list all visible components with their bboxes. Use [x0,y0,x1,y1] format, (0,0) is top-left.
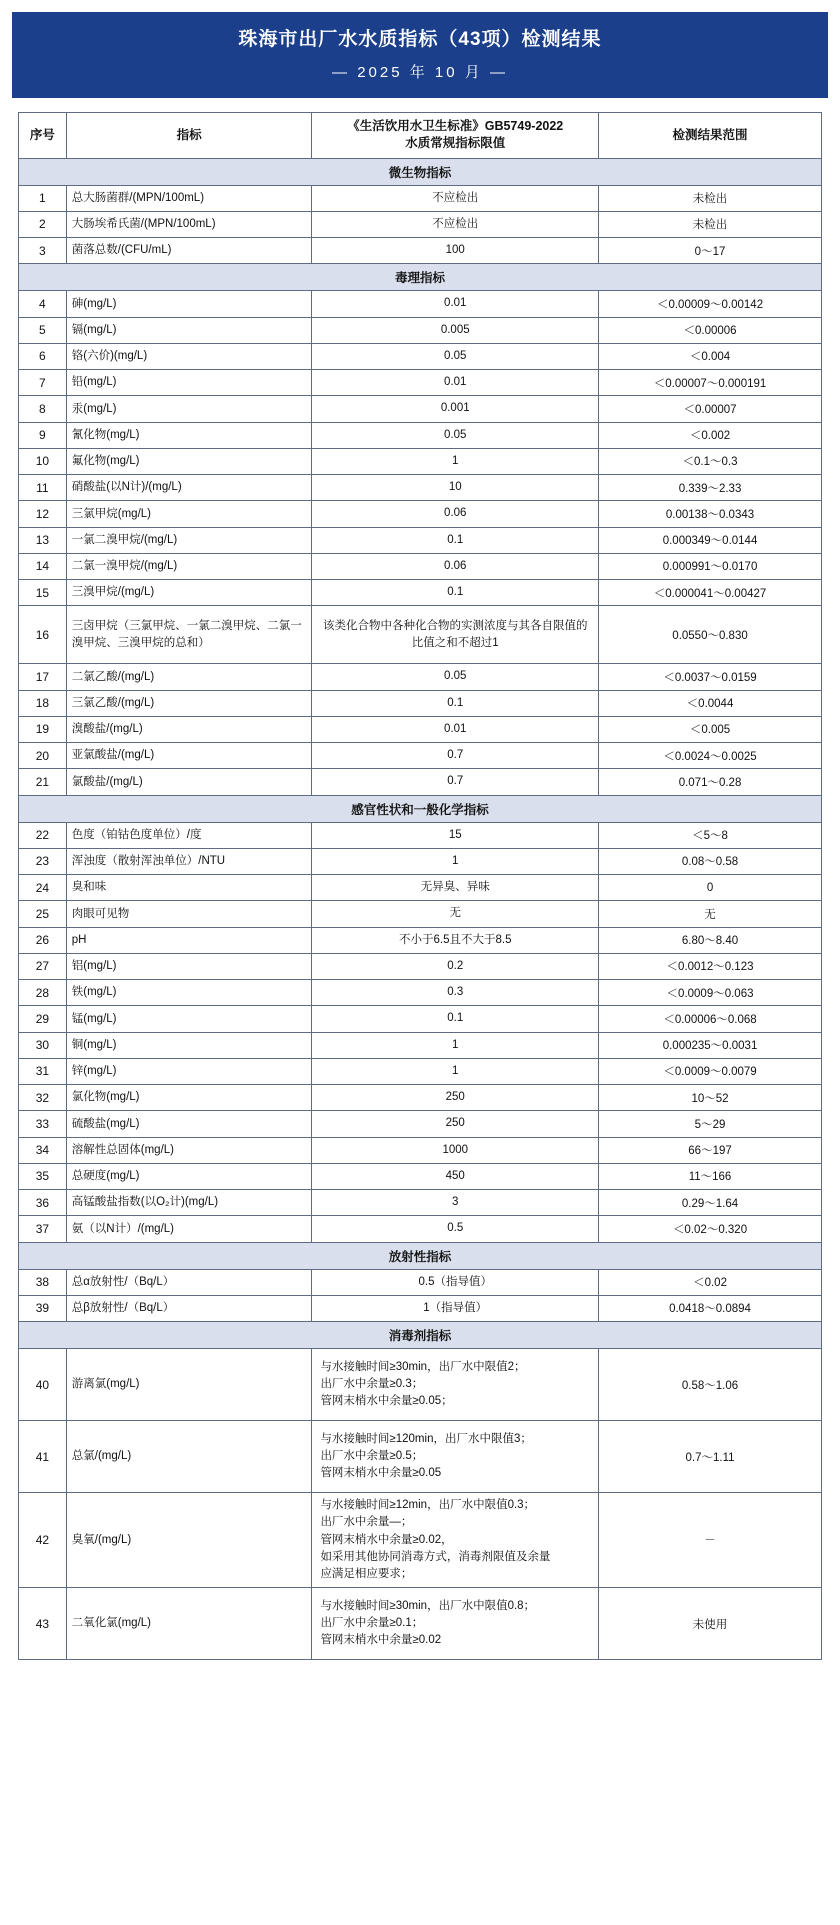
row-index: 40 [19,1349,67,1421]
result-range: ＜0.0009～0.0079 [599,1058,822,1084]
row-index: 27 [19,953,67,979]
table-row [19,343,822,369]
limit-value: 0.05 [312,343,599,369]
result-range: 10～52 [599,1085,822,1111]
table-row [19,1111,822,1137]
indicator-name: 铅(mg/L) [66,370,312,396]
row-index: 32 [19,1085,67,1111]
limit-value: 1（指导值） [312,1295,599,1321]
table-row [19,527,822,553]
limit-value: 1 [312,448,599,474]
table-row [19,822,822,848]
result-range: 0.0550～0.830 [599,606,822,664]
table-row [19,980,822,1006]
limit-value: 0.1 [312,580,599,606]
indicator-name: 氰化物(mg/L) [66,422,312,448]
report-table-wrap [18,112,822,1661]
result-range: 0.000991～0.0170 [599,553,822,579]
result-range: ＜0.0012～0.123 [599,953,822,979]
row-index: 21 [19,769,67,795]
row-index: 16 [19,606,67,664]
table-row [19,580,822,606]
limit-value: 0.7 [312,743,599,769]
col-header-result: 检测结果范围 [599,112,822,158]
limit-value: 0.2 [312,953,599,979]
indicator-name: pH [66,927,312,953]
limit-value: 与水接触时间≥120min，出厂水中限值3； 出厂水中余量≥0.5； 管网末梢水中余量≥0.05 [312,1421,599,1493]
row-index: 3 [19,238,67,264]
indicator-name: 氟化物(mg/L) [66,448,312,474]
result-range: 0.000349～0.0144 [599,527,822,553]
indicator-name: 二氯一溴甲烷/(mg/L) [66,553,312,579]
row-index: 29 [19,1006,67,1032]
limit-value: 10 [312,475,599,501]
table-row [19,1295,822,1321]
result-range: 0 [599,875,822,901]
indicator-name: 砷(mg/L) [66,291,312,317]
indicator-name: 三卤甲烷（三氯甲烷、一氯二溴甲烷、二氯一溴甲烷、三溴甲烷的总和） [66,606,312,664]
limit-value: 不应检出 [312,211,599,237]
row-index: 28 [19,980,67,1006]
result-range: ＜0.0037～0.0159 [599,664,822,690]
row-index: 42 [19,1493,67,1588]
table-row [19,211,822,237]
indicator-name: 氨（以N计）/(mg/L) [66,1216,312,1242]
table-row [19,291,822,317]
result-range: 0.29～1.64 [599,1190,822,1216]
row-index: 5 [19,317,67,343]
indicator-name: 硫酸盐(mg/L) [66,1111,312,1137]
section-header-row [19,158,822,185]
result-range: ＜0.0044 [599,690,822,716]
row-index: 34 [19,1137,67,1163]
limit-value: 15 [312,822,599,848]
table-row [19,1421,822,1493]
indicator-name: 溴酸盐/(mg/L) [66,716,312,742]
result-range: 0.071～0.28 [599,769,822,795]
row-index: 35 [19,1163,67,1189]
indicator-name: 浑浊度（散射浑浊单位）/NTU [66,848,312,874]
table-row [19,1216,822,1242]
table-row [19,1190,822,1216]
limit-value: 450 [312,1163,599,1189]
limit-value: 250 [312,1111,599,1137]
row-index: 7 [19,370,67,396]
limit-value: 无 [312,901,599,927]
col-header-indicator: 指标 [66,112,312,158]
indicator-name: 总氯/(mg/L) [66,1421,312,1493]
result-range: 6.80～8.40 [599,927,822,953]
row-index: 13 [19,527,67,553]
table-row [19,396,822,422]
page-title: 珠海市出厂水水质指标（43项）检测结果 [238,29,602,50]
indicator-name: 铬(六价)(mg/L) [66,343,312,369]
row-index: 12 [19,501,67,527]
limit-value: 0.05 [312,422,599,448]
row-index: 2 [19,211,67,237]
indicator-name: 一氯二溴甲烷/(mg/L) [66,527,312,553]
indicator-name: 铝(mg/L) [66,953,312,979]
indicator-name: 高锰酸盐指数(以O₂计)(mg/L) [66,1190,312,1216]
limit-value: 0.1 [312,690,599,716]
indicator-name: 肉眼可见物 [66,901,312,927]
section-title: 毒理指标 [19,264,822,291]
limit-value: 与水接触时间≥12min，出厂水中限值0.3； 出厂水中余量—； 管网末梢水中余量≥0.02， 如采用其他协同消毒方式，消毒剂限值及余量 应满足相应要求； [312,1493,599,1588]
result-range: ＜0.00006～0.068 [599,1006,822,1032]
result-range: ＜0.00007 [599,396,822,422]
table-row [19,475,822,501]
row-index: 17 [19,664,67,690]
result-range: ＜0.004 [599,343,822,369]
report-header [12,12,828,98]
table-row [19,501,822,527]
result-range: ＜0.02～0.320 [599,1216,822,1242]
limit-value: 1 [312,1058,599,1084]
limit-value: 0.5 [312,1216,599,1242]
indicator-name: 氯酸盐/(mg/L) [66,769,312,795]
result-range: ＜0.00007～0.000191 [599,370,822,396]
limit-value: 与水接触时间≥30min，出厂水中限值0.8； 出厂水中余量≥0.1； 管网末梢水中余量≥0.02 [312,1588,599,1660]
indicator-name: 硝酸盐(以N计)/(mg/L) [66,475,312,501]
table-row [19,1085,822,1111]
section-header-row [19,264,822,291]
indicator-name: 菌落总数/(CFU/mL) [66,238,312,264]
result-range: 66～197 [599,1137,822,1163]
result-range: 0.08～0.58 [599,848,822,874]
indicator-name: 臭和味 [66,875,312,901]
result-range: 无 [599,901,822,927]
indicator-name: 二氯乙酸/(mg/L) [66,664,312,690]
table-row [19,716,822,742]
row-index: 23 [19,848,67,874]
limit-value: 0.005 [312,317,599,343]
table-row [19,238,822,264]
indicator-name: 溶解性总固体(mg/L) [66,1137,312,1163]
result-range: ＜0.000041～0.00427 [599,580,822,606]
row-index: 6 [19,343,67,369]
limit-value: 250 [312,1085,599,1111]
result-range: 0.0418～0.0894 [599,1295,822,1321]
table-row [19,185,822,211]
result-range: ＜0.00006 [599,317,822,343]
row-index: 38 [19,1269,67,1295]
row-index: 26 [19,927,67,953]
limit-value: 100 [312,238,599,264]
row-index: 22 [19,822,67,848]
result-range: 0～17 [599,238,822,264]
limit-value: 0.001 [312,396,599,422]
table-row [19,553,822,579]
result-range: 5～29 [599,1111,822,1137]
indicator-name: 亚氯酸盐/(mg/L) [66,743,312,769]
table-row [19,690,822,716]
row-index: 20 [19,743,67,769]
table-row [19,664,822,690]
limit-value: 0.05 [312,664,599,690]
section-header-row [19,795,822,822]
limit-value: 0.5（指导值） [312,1269,599,1295]
row-index: 18 [19,690,67,716]
result-range: ＜0.02 [599,1269,822,1295]
indicator-name: 镉(mg/L) [66,317,312,343]
row-index: 36 [19,1190,67,1216]
row-index: 24 [19,875,67,901]
table-row [19,769,822,795]
result-range: 0.000235～0.0031 [599,1032,822,1058]
indicator-name: 三溴甲烷/(mg/L) [66,580,312,606]
indicator-name: 总α放射性/（Bq/L） [66,1269,312,1295]
table-row [19,1588,822,1660]
limit-value: 不应检出 [312,185,599,211]
table-row [19,1349,822,1421]
table-body [19,158,822,1660]
table-row [19,370,822,396]
table-row [19,1032,822,1058]
table-row [19,1137,822,1163]
row-index: 19 [19,716,67,742]
indicator-name: 总大肠菌群/(MPN/100mL) [66,185,312,211]
indicator-name: 臭氧/(mg/L) [66,1493,312,1588]
indicator-name: 总硬度(mg/L) [66,1163,312,1189]
result-range: 0.7～1.11 [599,1421,822,1493]
result-range: 0.00138～0.0343 [599,501,822,527]
row-index: 8 [19,396,67,422]
row-index: 30 [19,1032,67,1058]
indicator-name: 铜(mg/L) [66,1032,312,1058]
limit-value: 与水接触时间≥30min，出厂水中限值2； 出厂水中余量≥0.3； 管网末梢水中余量≥0.05； [312,1349,599,1421]
report-page [0,12,840,1680]
result-range: ＜0.002 [599,422,822,448]
table-row [19,953,822,979]
limit-value: 0.06 [312,501,599,527]
table-row [19,875,822,901]
limit-value: 0.01 [312,291,599,317]
indicator-name: 汞(mg/L) [66,396,312,422]
table-row [19,848,822,874]
section-title: 感官性状和一般化学指标 [19,795,822,822]
row-index: 1 [19,185,67,211]
report-period: — 2025 年 10 月 — [332,63,508,81]
table-header-row [19,112,822,158]
limit-value: 0.7 [312,769,599,795]
indicator-name: 三氯乙酸/(mg/L) [66,690,312,716]
table-row [19,448,822,474]
indicator-name: 锌(mg/L) [66,1058,312,1084]
limit-value: 0.1 [312,1006,599,1032]
result-range: 11～166 [599,1163,822,1189]
section-header-row [19,1322,822,1349]
table-row [19,1058,822,1084]
limit-value: 0.01 [312,370,599,396]
limit-value: 0.01 [312,716,599,742]
table-head [19,112,822,158]
limit-value: 0.06 [312,553,599,579]
table-row [19,743,822,769]
section-title: 放射性指标 [19,1242,822,1269]
indicator-name: 铁(mg/L) [66,980,312,1006]
limit-value: 0.1 [312,527,599,553]
limit-value: 3 [312,1190,599,1216]
row-index: 43 [19,1588,67,1660]
table-row [19,1493,822,1588]
row-index: 14 [19,553,67,579]
table-row [19,1006,822,1032]
result-range: ＜0.1～0.3 [599,448,822,474]
table-row [19,606,822,664]
table-row [19,927,822,953]
water-quality-table [18,112,822,1661]
row-index: 31 [19,1058,67,1084]
result-range: 未检出 [599,211,822,237]
indicator-name: 色度（铂钴色度单位）/度 [66,822,312,848]
row-index: 4 [19,291,67,317]
row-index: 37 [19,1216,67,1242]
limit-value: 1000 [312,1137,599,1163]
row-index: 15 [19,580,67,606]
section-header-row [19,1242,822,1269]
result-range: － [599,1493,822,1588]
table-row [19,1163,822,1189]
result-range: 未使用 [599,1588,822,1660]
row-index: 41 [19,1421,67,1493]
col-header-index: 序号 [19,112,67,158]
indicator-name: 氯化物(mg/L) [66,1085,312,1111]
table-row [19,317,822,343]
indicator-name: 总β放射性/（Bq/L） [66,1295,312,1321]
result-range: 未检出 [599,185,822,211]
indicator-name: 大肠埃希氏菌/(MPN/100mL) [66,211,312,237]
col-header-limit-line1: 《生活饮用水卫生标准》GB5749-2022 [347,119,564,134]
limit-value: 无异臭、异味 [312,875,599,901]
result-range: ＜0.00009～0.00142 [599,291,822,317]
row-index: 33 [19,1111,67,1137]
row-index: 11 [19,475,67,501]
section-title: 微生物指标 [19,158,822,185]
result-range: ＜0.0009～0.063 [599,980,822,1006]
result-range: 0.58～1.06 [599,1349,822,1421]
table-row [19,901,822,927]
result-range: ＜0.0024～0.0025 [599,743,822,769]
col-header-limit-line2: 水质常规指标限值 [405,136,506,150]
row-index: 25 [19,901,67,927]
limit-value: 0.3 [312,980,599,1006]
limit-value: 不小于6.5且不大于8.5 [312,927,599,953]
row-index: 39 [19,1295,67,1321]
row-index: 10 [19,448,67,474]
limit-value: 1 [312,1032,599,1058]
result-range: 0.339～2.33 [599,475,822,501]
limit-value: 1 [312,848,599,874]
table-row [19,1269,822,1295]
indicator-name: 二氧化氯(mg/L) [66,1588,312,1660]
section-title: 消毒剂指标 [19,1322,822,1349]
result-range: ＜0.005 [599,716,822,742]
col-header-limit [312,112,599,158]
table-row [19,422,822,448]
limit-value: 该类化合物中各种化合物的实测浓度与其各自限值的比值之和不超过1 [312,606,599,664]
result-range: ＜5～8 [599,822,822,848]
row-index: 9 [19,422,67,448]
indicator-name: 游离氯(mg/L) [66,1349,312,1421]
indicator-name: 锰(mg/L) [66,1006,312,1032]
indicator-name: 三氯甲烷(mg/L) [66,501,312,527]
